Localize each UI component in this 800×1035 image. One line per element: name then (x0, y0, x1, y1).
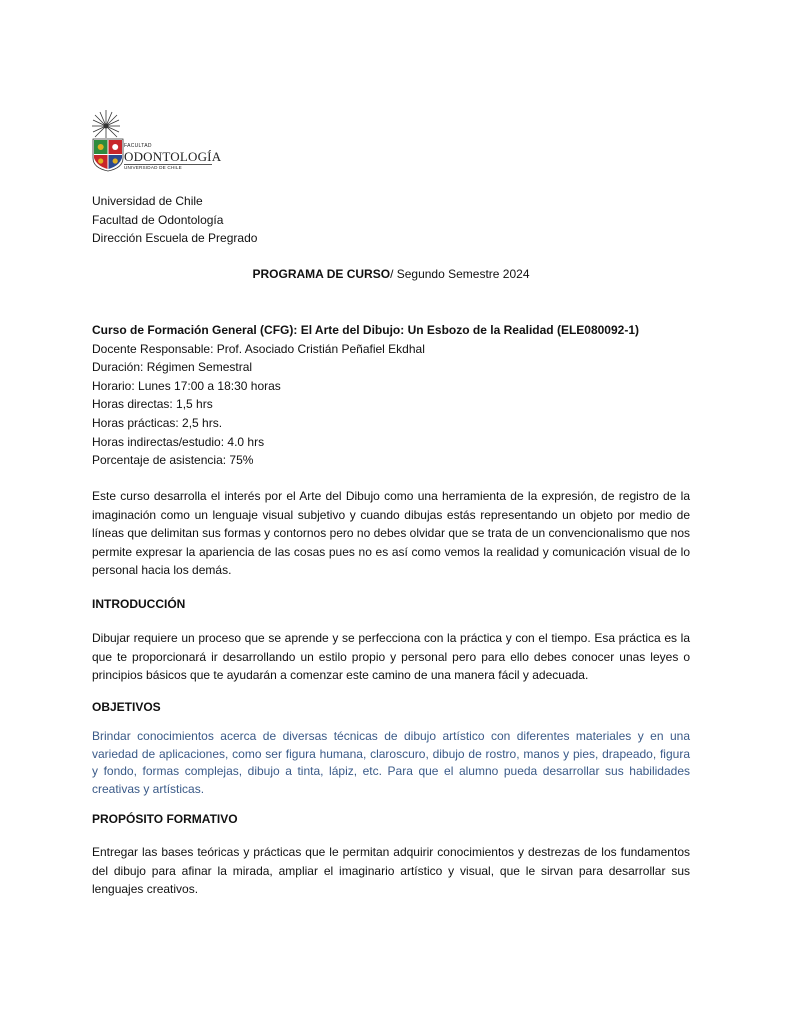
course-info (92, 321, 690, 470)
course-detail-direct-hours: Horas directas: 1,5 hrs (92, 397, 213, 412)
course-title: Curso de Formación General (CFG): El Arte del Dibujo: Un Esbozo de la Realidad (ELE080092-1) (92, 323, 639, 337)
crest-shield-icon (92, 138, 124, 172)
institution-header (92, 192, 690, 248)
introduction-heading: INTRODUCCIÓN (92, 597, 186, 611)
course-description: Este curso desarrolla el interés por el Arte del Dibujo como una herramienta de la expresión, de registro de la imaginación como un lenguaje visual subjetivo y cuando dibujas estás representando un objeto por medio de líneas que delimitan sus formas y contornos pero no debes olvidar que se trata de un convencionalismo que nos permite expresar la apariencia de las cosas pues no es así como vemos la realidad y comunicación visual de lo personal hacia los demás. (92, 489, 690, 578)
purpose-heading: PROPÓSITO FORMATIVO (92, 812, 238, 826)
course-detail-indirect-hours: Horas indirectas/estudio: 4.0 hrs (92, 434, 265, 449)
logo-text (124, 144, 221, 171)
header-line-university: Universidad de Chile (92, 194, 203, 208)
purpose-text: Entregar las bases teóricas y prácticas que le permitan adquirir conocimientos y destrezas de los fundamentos del dibujo para afinar la mirada, ampliar el imaginario artístico y visual, que le sirvan para desarrollar sus lenguajes creativos. (92, 845, 690, 897)
header-line-faculty: Facultad de Odontología (92, 212, 224, 227)
logo-faculty-small: FACULTAD (124, 143, 152, 149)
course-detail-teacher: Docente Responsable: Prof. Asociado Cristián Peñafiel Ekdhal (92, 341, 425, 356)
logo-faculty-name: ODONTOLOGÍA (124, 149, 222, 164)
program-title-bold: PROGRAMA DE CURSO (252, 267, 391, 281)
header-line-school: Dirección Escuela de Pregrado (92, 231, 258, 246)
course-detail-duration: Duración: Régimen Semestral (92, 360, 253, 375)
program-title (92, 265, 690, 284)
faculty-logo (90, 110, 220, 180)
course-detail-practical-hours: Horas prácticas: 2,5 hrs. (92, 415, 223, 430)
course-detail-attendance: Porcentaje de asistencia: 75% (92, 453, 254, 468)
objectives-heading: OBJETIVOS (92, 700, 161, 714)
course-detail-schedule: Horario: Lunes 17:00 a 18:30 horas (92, 378, 281, 393)
program-title-semester: / Segundo Semestre 2024 (390, 267, 530, 281)
logo-university-small: UNIVERSIDAD DE CHILE (124, 165, 182, 170)
introduction-text: Dibujar requiere un proceso que se aprende y se perfecciona con la práctica y con el tiempo. Esa práctica es la que te proporcionará ir desarrollando un estilo propio y personal pero para ello debes conocer unas leyes o principios básicos que te ayudarán a comenzar este camino de una manera fácil y adecuada. (92, 631, 690, 683)
objectives-text: Brindar conocimientos acerca de diversas técnicas de dibujo artístico con diferentes materiales y en una variedad de aplicaciones, como ser figura humana, claroscuro, dibujo de rostro, manos y pies, drapeado, figura y fondo, formas complejas, dibujo a tinta, lápiz, etc. Para que el alumno pueda desarrollar sus habilidades creativas y artísticas. (92, 729, 690, 796)
